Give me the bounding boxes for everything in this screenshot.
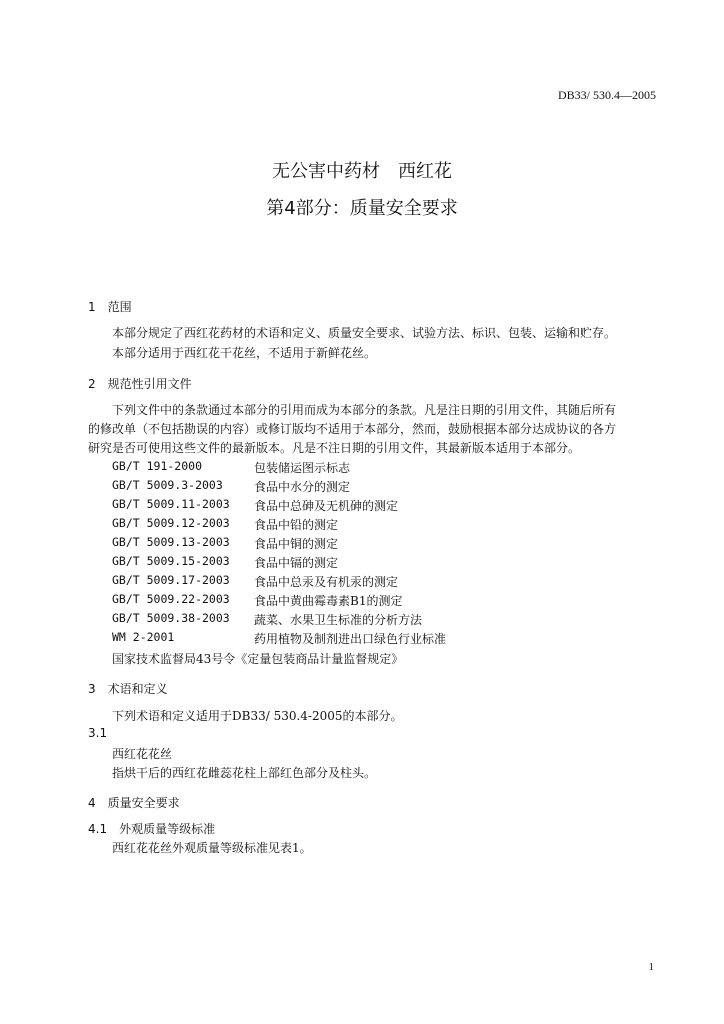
term-title: 西红花花丝 (112, 747, 173, 761)
ref-code: GB/T 5009.3-2003 (112, 478, 223, 492)
ref-last: 国家技术监督局43号令《定量包装商品计量监督规定》 (112, 652, 404, 666)
term-definition: 指烘干后的西红花雌蕊花柱上部红色部分及柱头。 (112, 766, 377, 780)
ref-name: 药用植物及制剂进出口绿色行业标准 (254, 632, 447, 646)
section-4-1-text: 西红花花丝外观质量等级标准见表1。 (112, 841, 312, 855)
ref-code: GB/T 5009.13-2003 (112, 535, 230, 549)
ref-name: 食品中总汞及有机汞的测定 (254, 575, 399, 589)
document-subtitle: 第4部分：质量安全要求 (266, 198, 458, 219)
ref-name: 食品中铜的测定 (254, 537, 339, 551)
ref-name: 蔬菜、水果卫生标准的分析方法 (254, 613, 423, 627)
section-3-1-number: 3.1 (88, 726, 108, 740)
document-title: 无公害中药材 西红花 (272, 161, 452, 182)
ref-name: 食品中黄曲霉毒素B1的测定 (254, 594, 403, 608)
ref-code: GB/T 5009.17-2003 (112, 573, 230, 587)
ref-code: GB/T 5009.38-2003 (112, 611, 230, 625)
section-4-heading: 4 质量安全要求 (88, 796, 180, 810)
ref-name: 食品中镉的测定 (254, 556, 339, 570)
section-4-1-heading: 4.1 外观质量等级标准 (88, 822, 216, 836)
document-number: DB33/ 530.4—2005 (557, 88, 656, 102)
section-3-heading: 3 术语和定义 (88, 682, 168, 696)
section-3-intro: 下列术语和定义适用于DB33/ 530.4-2005的本部分。 (112, 709, 403, 723)
section-2-intro-line-1: 下列文件中的条款通过本部分的引用而成为本部分的条款。凡是注日期的引用文件，其随后所有 (112, 403, 617, 417)
ref-code: GB/T 5009.11-2003 (112, 497, 230, 511)
ref-code: GB/T 5009.12-2003 (112, 516, 230, 530)
section-1-heading: 1 范围 (88, 300, 132, 314)
section-2-heading: 2 规范性引用文件 (88, 377, 192, 391)
ref-code: GB/T 191-2000 (112, 459, 203, 473)
ref-code: GB/T 5009.22-2003 (112, 592, 230, 606)
ref-name: 食品中铅的测定 (254, 518, 339, 532)
ref-name: 包装储运图示标志 (254, 461, 351, 475)
section-1-para-2: 本部分适用于西红花干花丝，不适用于新鲜花丝。 (112, 346, 377, 360)
ref-name: 食品中总砷及无机砷的测定 (254, 499, 399, 513)
ref-name: 食品中水分的测定 (254, 480, 351, 494)
page-number: 1 (648, 961, 654, 973)
ref-code: WM 2-2001 (112, 630, 175, 644)
section-1-para-1: 本部分规定了西红花药材的术语和定义、质量安全要求、试验方法、标识、包装、运输和贮存。 (112, 326, 617, 340)
section-2-intro-line-2: 的修改单（不包括勘误的内容）或修订版均不适用于本部分，然而，鼓励根据本部分达成协议的各方 (88, 422, 617, 436)
ref-code: GB/T 5009.15-2003 (112, 554, 230, 568)
section-2-intro-line-3: 研究是否可使用这些文件的最新版本。凡是不注日期的引用文件，其最新版本适用于本部分。 (88, 441, 581, 455)
